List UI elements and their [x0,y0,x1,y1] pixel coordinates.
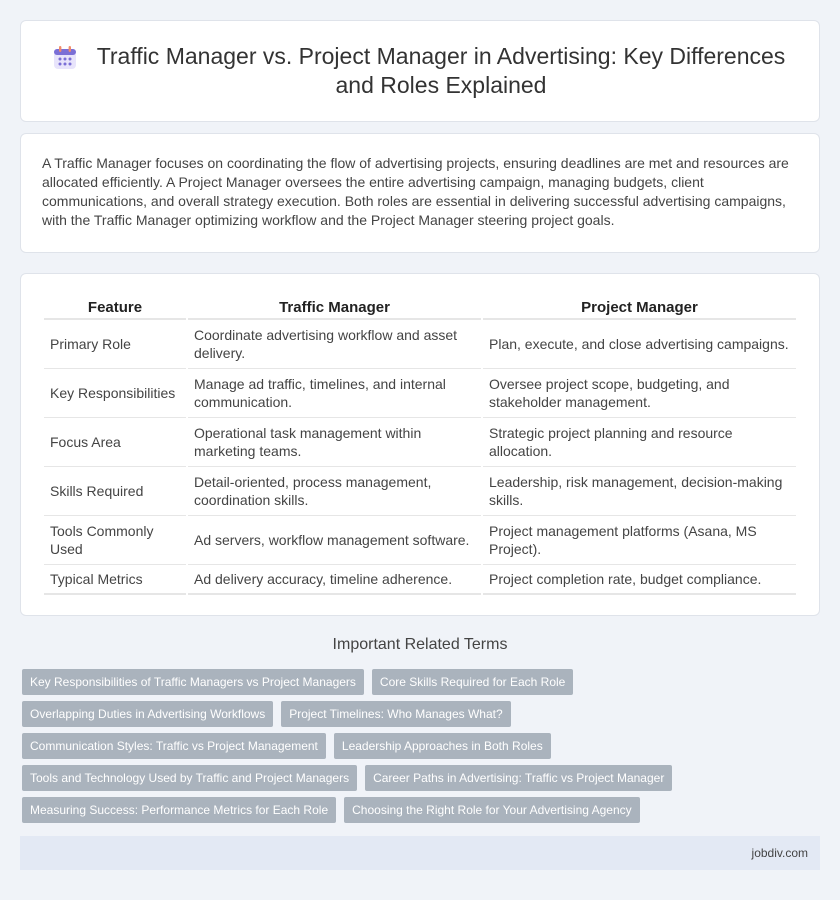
related-terms-row [22,733,818,765]
header-project-manager: Project Manager [483,294,796,320]
traffic-manager-cell: Ad delivery accuracy, timeline adherence. [188,565,481,595]
intro-card [20,133,820,253]
project-manager-cell: Project management platforms (Asana, MS Project). [483,516,796,565]
intro-paragraph: A Traffic Manager focuses on coordinating the flow of advertising projects, ensuring deadlines are met and resources are allocated efficiently. A Project Manager oversees the entire advertising campaign, managing budgets, client communications, and overall strategy execution. Both roles are essential in delivering successful advertising campaigns, with the Traffic Manager optimizing workflow and the Project Manager steering project goals. [42,155,789,228]
related-term-link[interactable]: Key Responsibilities of Traffic Managers vs Project Managers [22,669,364,695]
traffic-manager-cell: Coordinate advertising workflow and asset delivery. [188,320,481,369]
related-terms-row [22,765,818,797]
project-manager-cell: Plan, execute, and close advertising campaigns. [483,320,796,369]
table-row [44,467,796,516]
traffic-manager-cell: Manage ad traffic, timelines, and internal communication. [188,369,481,418]
comparison-table [42,294,798,595]
table-row [44,565,796,595]
feature-cell: Tools Commonly Used [44,516,186,565]
header-traffic-manager: Traffic Manager [188,294,481,320]
traffic-manager-cell: Operational task management within marketing teams. [188,418,481,467]
related-term-link[interactable]: Choosing the Right Role for Your Advertising Agency [344,797,640,823]
footer [20,836,820,870]
related-term-link[interactable]: Overlapping Duties in Advertising Workflows [22,701,273,727]
related-terms-list [22,669,818,829]
feature-cell: Typical Metrics [44,565,186,595]
related-terms-row [22,701,818,733]
footer-site-link[interactable]: jobdiv.com [751,846,808,860]
comparison-card [20,273,820,616]
page-title: Traffic Manager vs. Project Manager in Advertising: Key Differences and Roles Explained [96,43,786,98]
calendar-icon [51,44,79,72]
related-term-link[interactable]: Career Paths in Advertising: Traffic vs Project Manager [365,765,672,791]
project-manager-cell: Leadership, risk management, decision-making skills. [483,467,796,516]
header-card [20,20,820,122]
table-row [44,516,796,565]
table-row [44,418,796,467]
related-term-link[interactable]: Leadership Approaches in Both Roles [334,733,551,759]
related-terms-heading: Important Related Terms [332,636,508,653]
table-row [44,369,796,418]
related-terms-row [22,669,818,701]
related-term-link[interactable]: Measuring Success: Performance Metrics for Each Role [22,797,336,823]
related-term-link[interactable]: Tools and Technology Used by Traffic and Project Managers [22,765,357,791]
related-term-link[interactable]: Project Timelines: Who Manages What? [281,701,510,727]
project-manager-cell: Oversee project scope, budgeting, and stakeholder management. [483,369,796,418]
feature-cell: Skills Required [44,467,186,516]
project-manager-cell: Strategic project planning and resource allocation. [483,418,796,467]
traffic-manager-cell: Detail-oriented, process management, coordination skills. [188,467,481,516]
feature-cell: Key Responsibilities [44,369,186,418]
related-term-link[interactable]: Communication Styles: Traffic vs Project Management [22,733,326,759]
related-terms-row [22,797,818,829]
related-term-link[interactable]: Core Skills Required for Each Role [372,669,573,695]
header-feature: Feature [44,294,186,320]
traffic-manager-cell: Ad servers, workflow management software. [188,516,481,565]
feature-cell: Focus Area [44,418,186,467]
project-manager-cell: Project completion rate, budget compliance. [483,565,796,595]
feature-cell: Primary Role [44,320,186,369]
table-header-row [44,294,796,320]
table-row [44,320,796,369]
